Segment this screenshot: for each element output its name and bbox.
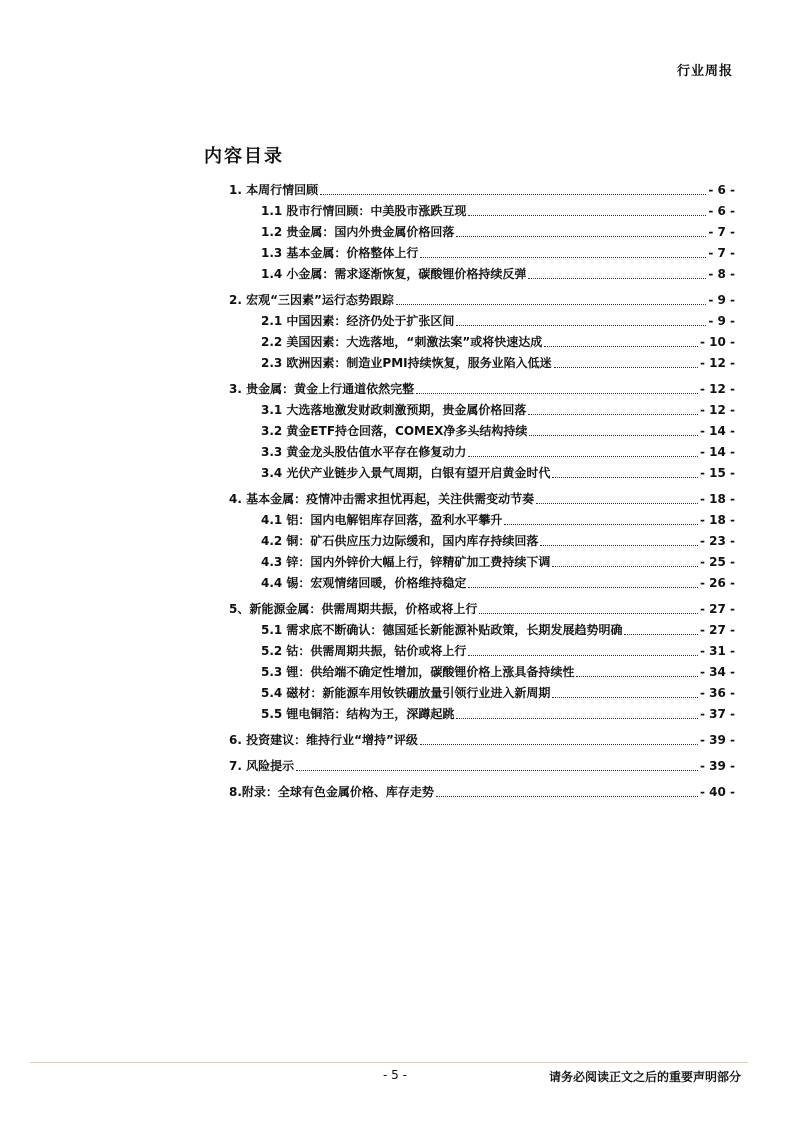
toc-entry-4-4[interactable] [261, 573, 735, 593]
toc-entry-3-4[interactable] [261, 463, 735, 483]
toc-entry-page: - 12 - [699, 382, 735, 396]
toc-entry-page: - 15 - [699, 466, 735, 480]
dot-leader [320, 194, 706, 195]
toc-entry-label: 5.2 钴：供需周期共振，钴价或将上行 [261, 644, 467, 658]
toc-entry-1-2[interactable] [261, 222, 735, 242]
toc-entry-label: 4.3 锌：国内外锌价大幅上行，锌精矿加工费持续下调 [261, 555, 551, 569]
toc-entry-label: 1.2 贵金属：国内外贵金属价格回落 [261, 225, 455, 239]
toc-entry-page: - 8 - [708, 267, 735, 281]
toc-entry-label: 5.1 需求底不断确认：德国延长新能源补贴政策，长期发展趋势明确 [261, 623, 623, 637]
toc-entry-5-2[interactable] [261, 641, 735, 661]
toc-entry-page: - 6 - [708, 183, 735, 197]
toc-entry-label: 1. 本周行情回顾 [229, 183, 319, 197]
dot-leader [624, 634, 698, 635]
toc-entry-label: 3.3 黄金龙头股估值水平存在修复动力 [261, 445, 467, 459]
toc-entry-page: - 7 - [708, 246, 735, 260]
toc-entry-3-3[interactable] [261, 442, 735, 462]
report-type-label: 行业周报 [676, 64, 733, 79]
dot-leader [468, 215, 706, 216]
toc-entry-5-3[interactable] [261, 662, 735, 682]
toc-entry-page: - 31 - [699, 644, 735, 658]
dot-leader [436, 796, 698, 797]
toc-entry-label: 3.2 黄金ETF持仓回落，COMEX净多头结构持续 [261, 424, 528, 438]
toc-entry-page: - 7 - [708, 225, 735, 239]
toc-entry-label: 4.1 铝：国内电解铝库存回落，盈利水平攀升 [261, 513, 503, 527]
toc-entry-page: - 34 - [699, 665, 735, 679]
toc-entry-page: - 12 - [699, 356, 735, 370]
toc-entry-5-4[interactable] [261, 683, 735, 703]
dot-leader [479, 613, 698, 614]
dot-leader [468, 456, 698, 457]
dot-leader [576, 676, 698, 677]
footer-divider [30, 1062, 748, 1063]
toc-entry-label: 2. 宏观“三因素”运行态势跟踪 [229, 293, 394, 307]
toc-entry-8[interactable] [229, 782, 735, 802]
toc-entry-page: - 12 - [699, 403, 735, 417]
toc-entry-2-2[interactable] [261, 332, 735, 352]
toc-entry-page: - 6 - [708, 204, 735, 218]
toc-entry-label: 5.3 锂：供给端不确定性增加，碳酸锂价格上涨具备持续性 [261, 665, 575, 679]
toc-entry-label: 4.2 铜：矿石供应压力边际缓和，国内库存持续回落 [261, 534, 539, 548]
toc-entry-page: - 18 - [699, 513, 735, 527]
dot-leader [554, 367, 698, 368]
toc-entry-label: 2.2 美国因素：大选落地，“刺激法案”或将快速达成 [261, 335, 543, 349]
toc-entry-2-1[interactable] [261, 311, 735, 331]
table-of-contents [0, 176, 793, 816]
toc-entry-label: 4.4 锡：宏观情绪回暖，价格维持稳定 [261, 576, 467, 590]
toc-entry-7[interactable] [229, 756, 735, 776]
toc-entry-label: 3.4 光伏产业链步入景气周期，白银有望开启黄金时代 [261, 466, 551, 480]
toc-entry-page: - 25 - [699, 555, 735, 569]
toc-entry-3-2[interactable] [261, 421, 735, 441]
dot-leader [468, 655, 698, 656]
dot-leader [536, 503, 698, 504]
toc-entry-page: - 36 - [699, 686, 735, 700]
toc-entry-1-1[interactable] [261, 201, 735, 221]
toc-entry-4[interactable] [229, 489, 735, 509]
dot-leader [456, 325, 706, 326]
toc-entry-4-2[interactable] [261, 531, 735, 551]
toc-entry-label: 3. 贵金属：黄金上行通道依然完整 [229, 382, 415, 396]
toc-entry-label: 6. 投资建议：维持行业“增持”评级 [229, 733, 418, 747]
dot-leader [456, 236, 706, 237]
toc-entry-2-3[interactable] [261, 353, 735, 373]
dot-leader [420, 257, 706, 258]
page-number: - 5 - [383, 1068, 407, 1082]
toc-entry-label: 5.5 锂电铜箔：结构为王，深蹲起跳 [261, 707, 455, 721]
dot-leader [529, 435, 698, 436]
dot-leader [544, 346, 698, 347]
toc-entry-5-5[interactable] [261, 704, 735, 724]
toc-entry-6[interactable] [229, 730, 735, 750]
toc-entry-5-1[interactable] [261, 620, 735, 640]
toc-entry-page: - 9 - [708, 293, 735, 307]
dot-leader [296, 770, 698, 771]
toc-entry-page: - 39 - [699, 733, 735, 747]
toc-entry-1-3[interactable] [261, 243, 735, 263]
disclaimer-note: 请务必阅读正文之后的重要声明部分 [548, 1070, 741, 1084]
toc-entry-1[interactable] [229, 180, 735, 200]
toc-entry-1-4[interactable] [261, 264, 735, 284]
toc-entry-label: 4. 基本金属：疫情冲击需求担忧再起，关注供需变动节奏 [229, 492, 535, 506]
toc-entry-label: 3.1 大选落地激发财政刺激预期，贵金属价格回落 [261, 403, 527, 417]
toc-entry-page: - 27 - [699, 623, 735, 637]
toc-entry-label: 2.3 欧洲因素：制造业PMI持续恢复，服务业陷入低迷 [261, 356, 552, 370]
dot-leader [456, 718, 698, 719]
dot-leader [552, 566, 698, 567]
dot-leader [416, 393, 698, 394]
toc-entry-page: - 18 - [699, 492, 735, 506]
toc-entry-3-1[interactable] [261, 400, 735, 420]
dot-leader [468, 587, 698, 588]
toc-entry-page: - 39 - [699, 759, 735, 773]
dot-leader [396, 304, 706, 305]
dot-leader [504, 524, 698, 525]
toc-entry-page: - 40 - [699, 785, 735, 799]
toc-entry-4-3[interactable] [261, 552, 735, 572]
dot-leader [528, 278, 706, 279]
toc-entry-label: 1.4 小金属：需求逐渐恢复，碳酸锂价格持续反弹 [261, 267, 527, 281]
toc-entry-page: - 14 - [699, 445, 735, 459]
toc-entry-label: 1.1 股市行情回顾：中美股市涨跌互现 [261, 204, 467, 218]
toc-entry-page: - 23 - [699, 534, 735, 548]
toc-entry-page: - 37 - [699, 707, 735, 721]
toc-entry-label: 5、新能源金属：供需周期共振，价格或将上行 [229, 602, 478, 616]
dot-leader [552, 697, 698, 698]
toc-entry-4-1[interactable] [261, 510, 735, 530]
toc-entry-page: - 26 - [699, 576, 735, 590]
dot-leader [528, 414, 698, 415]
toc-entry-label: 8.附录：全球有色金属价格、库存走势 [229, 785, 434, 799]
toc-entry-label: 2.1 中国因素：经济仍处于扩张区间 [261, 314, 455, 328]
toc-title: 内容目录 [204, 146, 284, 167]
dot-leader [420, 744, 698, 745]
toc-entry-page: - 14 - [699, 424, 735, 438]
toc-entry-page: - 27 - [699, 602, 735, 616]
dot-leader [552, 477, 698, 478]
toc-entry-3[interactable] [229, 379, 735, 399]
dot-leader [540, 545, 698, 546]
toc-entry-page: - 10 - [699, 335, 735, 349]
toc-entry-5[interactable] [229, 599, 735, 619]
toc-entry-label: 1.3 基本金属：价格整体上行 [261, 246, 419, 260]
toc-entry-label: 7. 风险提示 [229, 759, 295, 773]
toc-entry-2[interactable] [229, 290, 735, 310]
toc-entry-label: 5.4 磁材：新能源车用钕铁硼放量引领行业进入新周期 [261, 686, 551, 700]
toc-entry-page: - 9 - [708, 314, 735, 328]
